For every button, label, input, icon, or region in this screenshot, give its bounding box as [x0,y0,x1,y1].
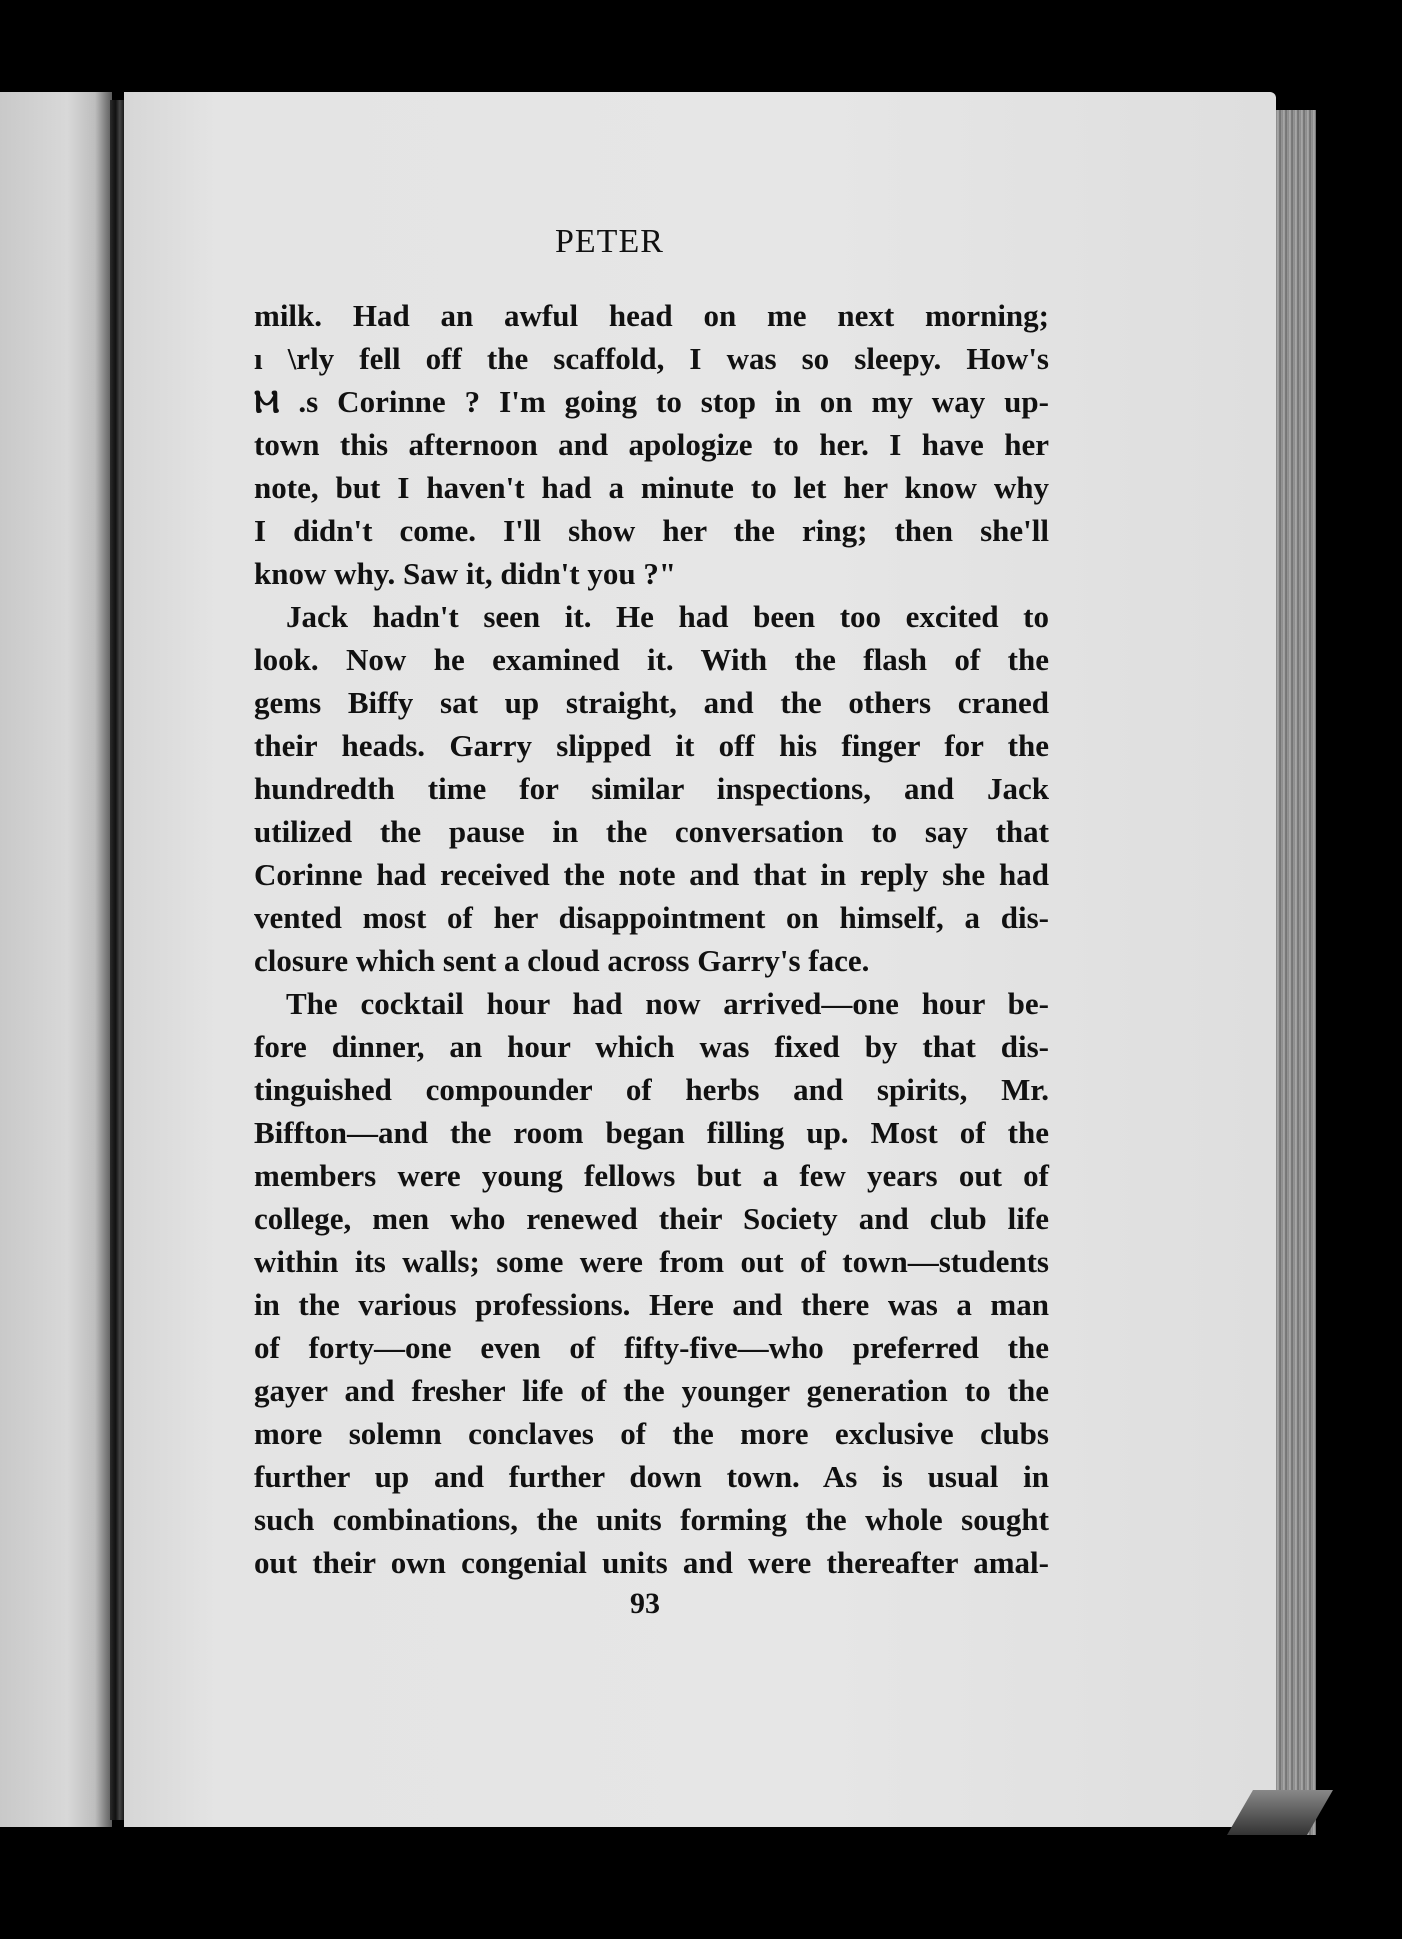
text-line: out their own congenial units and were thereafter amal- [254,1545,1049,1580]
left-page-edge [0,92,112,1827]
text-line: members were young fellows but a few years out of [254,1158,1049,1193]
running-head: PETER [555,223,664,260]
text-line: gayer and fresher life of the younger generation to the [254,1373,1049,1408]
text-line: fore dinner, an hour which was fixed by that dis- [254,1029,1049,1064]
text-line: look. Now he examined it. With the flash of the [254,642,1049,677]
text-line: within its walls; some were from out of town—students [254,1244,1049,1279]
text-line: town this afternoon and apologize to her. I have her [254,427,1049,462]
text-line: I didn't come. I'll show her the ring; then she'll [254,513,1049,548]
text-line: tinguished compounder of herbs and spirits, Mr. [254,1072,1049,1107]
text-line: hundredth time for similar inspections, and Jack [254,771,1049,806]
text-line: college, men who renewed their Society and club life [254,1201,1049,1236]
text-line: such combinations, the units forming the whole sought [254,1502,1049,1537]
text-line: gems Biffy sat up straight, and the others craned [254,685,1049,720]
text-line: further up and further down town. As is usual in [254,1459,1049,1494]
text-line: their heads. Garry slipped it off his finger for the [254,728,1049,763]
text-line: in the various professions. Here and there was a man [254,1287,1049,1322]
body-text [254,294,1049,1584]
text-line: know why. Saw it, didn't you ?" [254,556,677,591]
text-line: The cocktail hour had now arrived—one hour be- [286,986,1049,1021]
text-line: Corinne had received the note and that in reply she had [254,857,1049,892]
text-line: closure which sent a cloud across Garry's face. [254,943,870,978]
text-line: Ⲙ .s Corinne ? I'm going to stop in on my way up- [254,384,1049,419]
page-stack-edge [1276,110,1316,1835]
text-line: of forty—one even of fifty-five—who preferred the [254,1330,1049,1365]
page-number: 93 [630,1587,660,1620]
text-line: ı \rly fell off the scaffold, I was so sleepy. How's [254,341,1049,376]
text-line: utilized the pause in the conversation to say that [254,814,1049,849]
text-line: note, but I haven't had a minute to let her know why [254,470,1049,505]
text-line: vented most of her disappointment on himself, a dis- [254,900,1049,935]
text-line: Jack hadn't seen it. He had been too excited to [286,599,1049,634]
text-line: more solemn conclaves of the more exclusive clubs [254,1416,1049,1451]
book-gutter [110,100,124,1820]
text-line: milk. Had an awful head on me next morning; [254,298,1049,333]
text-line: Biffton—and the room began filling up. Most of the [254,1115,1049,1150]
